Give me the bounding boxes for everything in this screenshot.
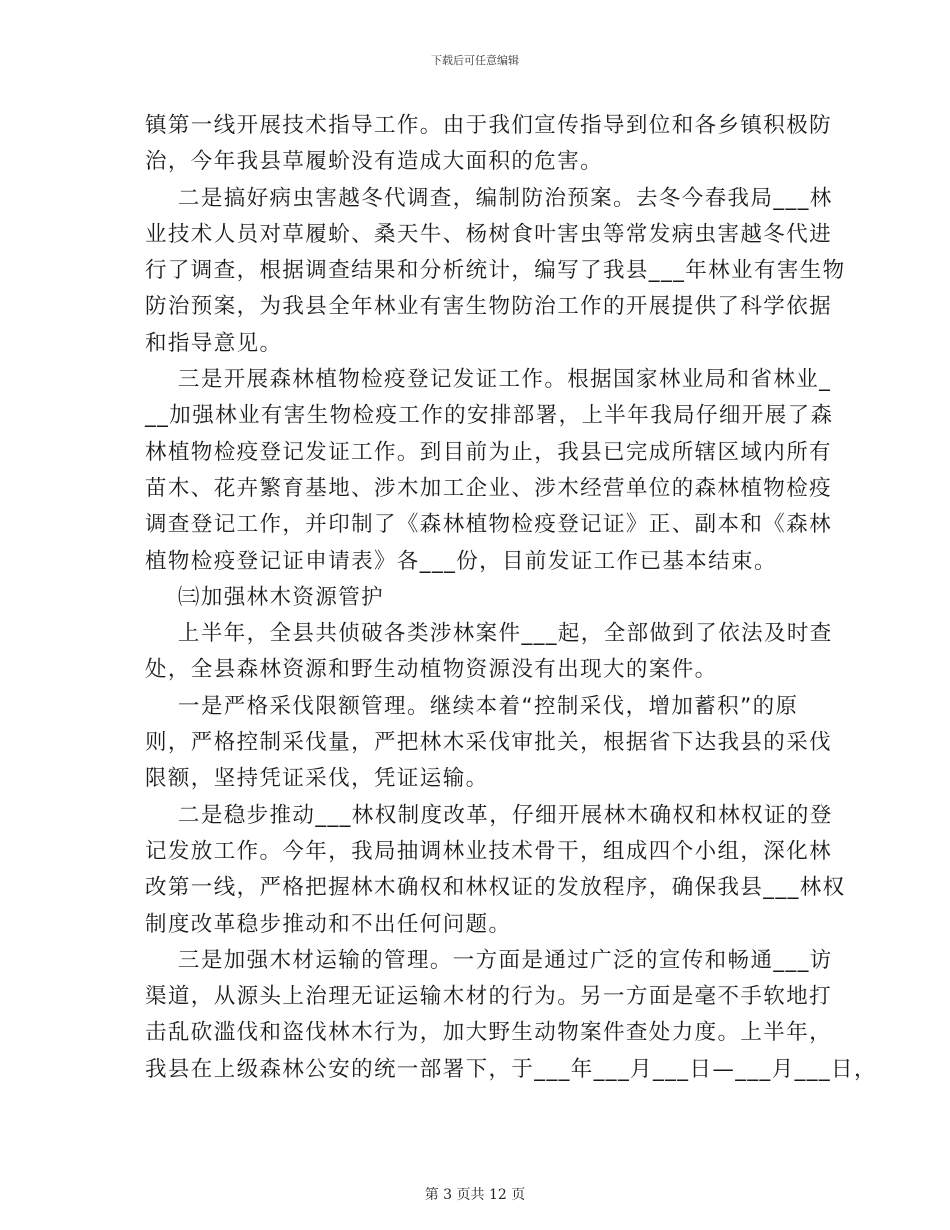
body-line: 制度改革稳步推动和不出任何问题。 (145, 911, 512, 937)
page-number: 第 3 页共 12 页 (424, 1187, 526, 1203)
body-line: 镇第一线开展技术指导工作。由于我们宣传指导到位和各乡镇积极防 (145, 113, 833, 138)
document-body (145, 108, 877, 1088)
body-line: 行了调查，根据调查结果和分析统计，编写了我县___年林业有害生物 (145, 258, 846, 284)
body-line: 三是加强木材运输的管理。一方面是通过广泛的宣传和畅通___访 (145, 947, 833, 973)
body-line: 限额，坚持凭证采伐，凭证运输。 (145, 766, 489, 792)
body-line: 则，严格控制采伐量，严把林木采伐审批关，根据省下达我县的采伐 (145, 730, 833, 756)
body-line: 调查登记工作，并印制了《森林植物检疫登记证》正、副本和《森林 (145, 512, 833, 538)
body-line: 一是严格采伐限额管理。继续本着“控制采伐，增加蓄积”的原 (145, 693, 799, 719)
body-line: 击乱砍滥伐和盗伐林木行为，加大野生动物案件查处力度。上半年， (145, 1020, 833, 1046)
body-line: 苗木、花卉繁育基地、涉木加工企业、涉木经营单位的森林植物检疫 (145, 475, 833, 501)
body-line: 渠道，从源头上治理无证运输木材的行为。另一方面是毫不手软地打 (145, 984, 833, 1010)
body-line: 林植物检疫登记发证工作。到目前为止，我县已完成所辖区域内所有 (145, 439, 833, 465)
body-line: 改第一线，严格把握林木确权和林权证的发放程序，确保我县___林权 (145, 875, 846, 901)
body-line: 三是开展森林植物检疫登记发证工作。根据国家林业局和省林业_ (145, 367, 832, 393)
body-line: 二是搞好病虫害越冬代调查，编制防治预案。去冬今春我局___林 (145, 185, 833, 211)
body-line: 上半年，全县共侦破各类涉林案件___起，全部做到了依法及时查 (145, 621, 833, 647)
body-line: 和指导意见。 (145, 330, 283, 356)
section-heading: ㈢加强林木资源管护 (145, 584, 385, 610)
body-line: 二是稳步推动___林权制度改革，仔细开展林木确权和林权证的登 (145, 802, 833, 828)
body-line: 处，全县森林资源和野生动植物资源没有出现大的案件。 (145, 657, 718, 683)
body-line: __加强林业有害生物检疫工作的安排部署，上半年我局仔细开展了森 (145, 403, 834, 429)
body-line: 业技术人员对草履蚧、桑天牛、杨树食叶害虫等常发病虫害越冬代进 (145, 221, 833, 247)
body-line: 植物检疫登记证申请表》各___份，目前发证工作已基本结束。 (145, 548, 777, 574)
body-line: 治，今年我县草履蚧没有造成大面积的危害。 (145, 149, 604, 175)
body-line: 我县在上级森林公安的统一部署下，于___年___月___日—___月___日， (145, 1056, 877, 1082)
body-line: 记发放工作。今年，我局抽调林业技术骨干，组成四个小组，深化林 (145, 838, 833, 864)
page-header: 下载后可任意编辑 (431, 54, 519, 67)
body-line: 防治预案，为我县全年林业有害生物防治工作的开展提供了科学依据 (145, 294, 833, 320)
